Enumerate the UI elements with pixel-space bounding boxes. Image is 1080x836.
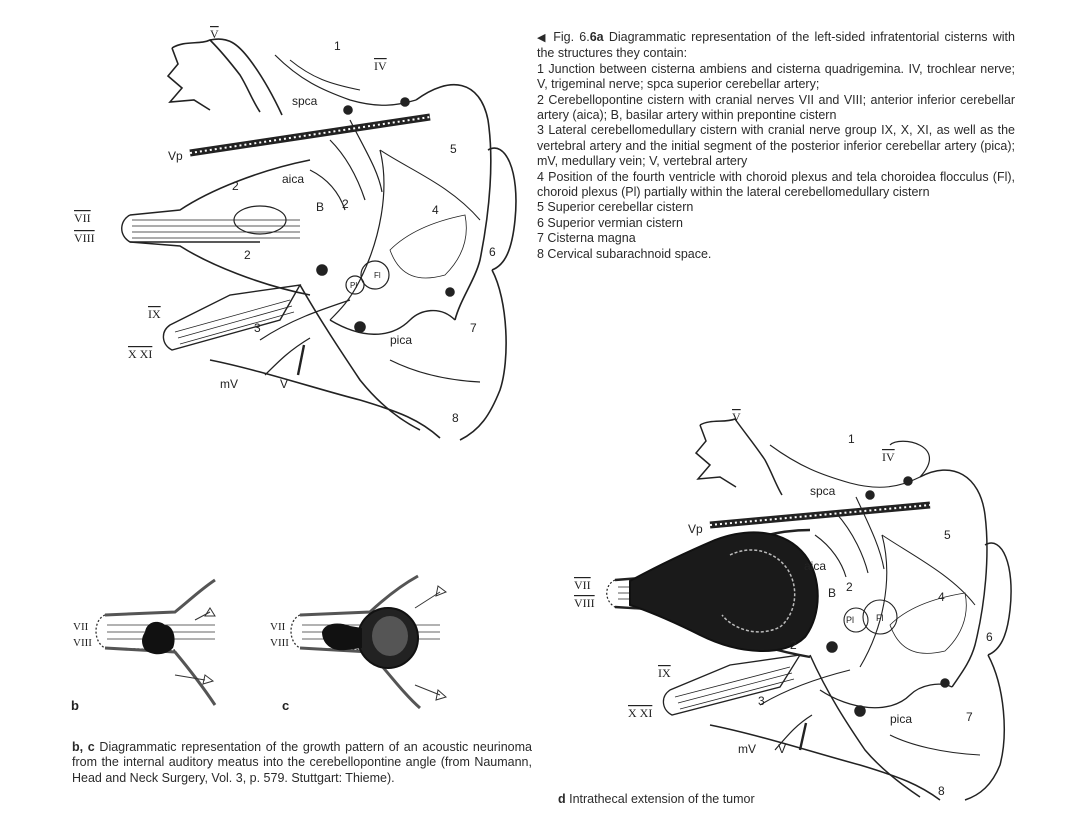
- fig-a-label-Pl: Pl: [350, 281, 358, 290]
- fig-a-label-V-bottom: V: [280, 377, 289, 391]
- caption-bc-paragraph: [72, 740, 532, 786]
- fig-a-label-VIII: VIII: [74, 231, 95, 245]
- figure-d-diagram: [560, 405, 1030, 800]
- tumor-d-mass: [630, 532, 818, 651]
- figure-d-caption: [558, 792, 858, 807]
- fig-c-label-VIII: VIII: [270, 637, 289, 649]
- caption-a-item-5: 5 Superior cerebellar cistern: [537, 200, 694, 215]
- fig-a-label-6: 6: [489, 245, 496, 259]
- caption-a-item-4: 4 Position of the fourth ventricle with choroid plexus and tela choroidea flocculus (Fl), choroid plexus (Pl) partially within the lateral cerebellomedullary cistern: [537, 169, 1015, 200]
- figure-d-svg: [560, 405, 1030, 800]
- fig-a-label-7: 7: [470, 321, 477, 335]
- fig-a-label-2a: 2: [232, 179, 239, 193]
- fig-d-label-3: 3: [758, 694, 765, 708]
- caption-a-label: Fig. 6.: [553, 30, 590, 44]
- caption-a-item-1: 1 Junction between cisterna ambiens and cisterna quadrigemina. IV, trochlear nerve; V, trigeminal nerve; spca superior cerebellar artery;: [537, 61, 1015, 92]
- fig-a-label-spca: spca: [292, 94, 318, 108]
- fig-b-label-VII: VII: [73, 621, 89, 633]
- caption-a-number: 6a: [589, 30, 604, 44]
- fig-c-panel-letter: c: [282, 698, 290, 713]
- caption-pointer-icon: ◀: [537, 32, 548, 44]
- fig-a-label-IX: IX: [148, 307, 161, 321]
- caption-a-head: [537, 30, 1015, 62]
- caption-d-label: d: [558, 792, 566, 806]
- figure-c-svg: [270, 570, 470, 720]
- tumor-c-core: [372, 616, 408, 656]
- fig-d-label-IX: IX: [658, 666, 671, 680]
- fig-d-label-VII: VII: [574, 578, 591, 592]
- figure-b-diagram: [65, 570, 245, 720]
- fig-b-panel-letter: b: [71, 698, 79, 713]
- figure-a-caption: [537, 30, 1015, 262]
- figure-a-diagram: [60, 20, 530, 445]
- fig-d-label-spca: spca: [810, 484, 836, 498]
- fig-d-label-1: 1: [848, 432, 855, 446]
- caption-bc-label: b, c: [72, 740, 95, 754]
- fig-d-label-aica: aica: [804, 559, 827, 573]
- fig-a-label-XXI: X XI: [128, 347, 153, 361]
- caption-a-item-3: 3 Lateral cerebellomedullary cistern with cranial nerve group IX, X, XI, as well as the vertebral artery and the initial segment of the posterior inferior cerebellar artery (pica); mV, medullary vein; V, vertebral artery: [537, 123, 1015, 169]
- fig-d-label-7: 7: [966, 710, 973, 724]
- fig-d-label-pica: pica: [890, 712, 913, 726]
- fig-a-label-1: 1: [334, 39, 341, 53]
- fig-d-label-IV: IV: [882, 450, 895, 464]
- fig-d-label-8: 8: [938, 784, 945, 798]
- figure-a-svg: [60, 20, 530, 445]
- fig-a-label-mV: mV: [220, 377, 238, 391]
- fig-d-label-B: B: [828, 586, 837, 600]
- tumor-b: [142, 622, 175, 654]
- fig-d-label-6: 6: [986, 630, 993, 644]
- fig-a-label-IV: IV: [374, 59, 387, 73]
- fig-a-label-2c: 2: [244, 248, 251, 262]
- caption-d-paragraph: [558, 792, 858, 807]
- fig-d-label-Vp: Vp: [688, 522, 703, 536]
- caption-a-item-6: 6 Superior vermian cistern: [537, 215, 683, 230]
- fig-a-label-VII: VII: [74, 211, 91, 225]
- caption-a-item-8: 8 Cervical subarachnoid space.: [537, 246, 712, 261]
- figure-bc-caption: [72, 740, 532, 786]
- fig-a-label-aica: aica: [282, 172, 305, 186]
- fig-a-label-V-top: V: [210, 27, 219, 41]
- fig-b-label-VIII: VIII: [73, 637, 92, 649]
- fig-d-label-Fl: Fl: [876, 613, 884, 623]
- caption-a-item-2: 2 Cerebellopontine cistern with cranial nerves VII and VIII; anterior inferior cerebellar artery (aica); B, basilar artery within prepontine cistern: [537, 92, 1015, 123]
- caption-a-item-7: 7 Cisterna magna: [537, 231, 636, 246]
- figure-b-svg: [65, 570, 245, 720]
- fig-d-label-mV: mV: [738, 742, 756, 756]
- fig-d-label-2b: 2: [790, 638, 797, 652]
- fig-a-label-5: 5: [450, 142, 457, 156]
- fig-a-label-B: B: [316, 200, 325, 214]
- fig-a-label-pica: pica: [390, 333, 413, 347]
- fig-d-label-2a: 2: [846, 580, 853, 594]
- fig-d-label-V-top: V: [732, 410, 741, 424]
- figure-c-diagram: [270, 570, 470, 720]
- fig-a-label-4: 4: [432, 203, 439, 217]
- fig-a-label-2b: 2: [342, 197, 349, 211]
- fig-d-label-Pl: Pl: [846, 615, 855, 625]
- caption-d-text: Intrathecal extension of the tumor: [569, 792, 755, 806]
- caption-bc-text: Diagrammatic representation of the growth pattern of an acoustic neurinoma from the internal auditory meatus into the cerebellopontine angle (from Naumann, Head and Neck Surgery, Vol. 3, p. 579. Stuttgart: Thieme).: [72, 740, 532, 785]
- fig-d-label-5: 5: [944, 528, 951, 542]
- fig-a-label-Fl: Fl: [374, 271, 381, 280]
- fig-a-label-3: 3: [254, 321, 261, 335]
- fig-d-label-VIII: VIII: [574, 596, 595, 610]
- fig-c-label-VII: VII: [270, 621, 286, 633]
- fig-d-label-V-bottom: V: [778, 742, 787, 756]
- fig-d-label-XXI: X XI: [628, 706, 653, 720]
- tumor-c-stalk: [322, 624, 362, 651]
- fig-a-label-8: 8: [452, 411, 459, 425]
- caption-a-intro: Diagrammatic representation of the left-sided infratentorial cisterns with the structures they contain:: [537, 30, 1015, 61]
- fig-d-label-4: 4: [938, 590, 945, 604]
- fig-a-label-Vp: Vp: [168, 149, 183, 163]
